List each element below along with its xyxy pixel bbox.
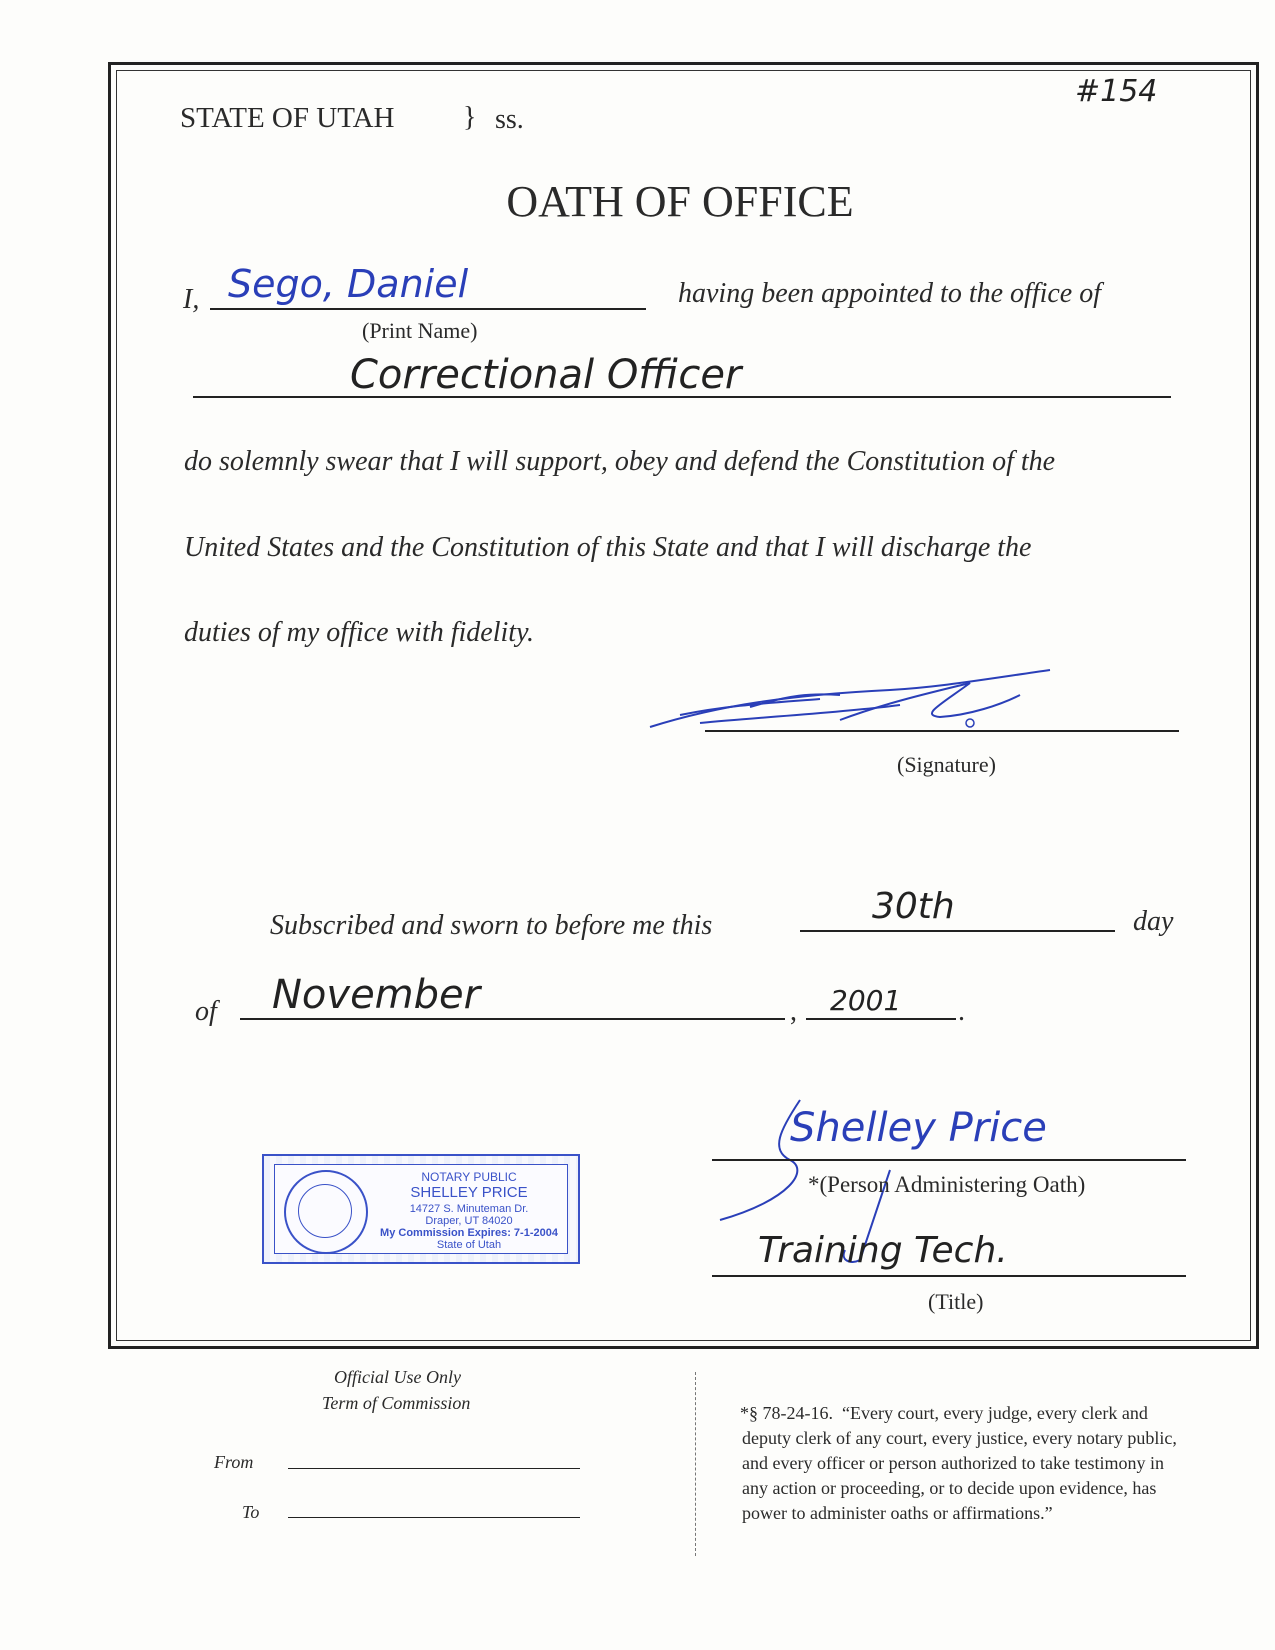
year-handwritten: 2001 <box>830 984 902 1017</box>
administering-line <box>712 1159 1186 1161</box>
from-label: From <box>214 1452 254 1472</box>
from-line <box>288 1468 580 1469</box>
to-label: To <box>242 1502 260 1522</box>
month-handwritten: November <box>272 972 481 1018</box>
office-handwritten: Correctional Officer <box>350 352 742 398</box>
year-period: . <box>958 996 965 1027</box>
notary-seal-stamp <box>262 1154 580 1264</box>
month-line <box>240 1018 785 1020</box>
seal-line-1: NOTARY PUBLIC <box>421 1170 517 1184</box>
day-label: day <box>1133 906 1174 937</box>
seal-line-4: Draper, UT 84020 <box>425 1215 513 1227</box>
statute-line-3: and every officer or person authorized to take testimony in <box>742 1453 1165 1473</box>
of-label: of <box>195 996 217 1027</box>
brace: } <box>463 102 477 133</box>
administering-signature: Shelley Price <box>790 1105 1047 1151</box>
seal-line-5: My Commission Expires: 7-1-2004 <box>380 1227 558 1239</box>
seal-line-2: SHELLEY PRICE <box>410 1184 528 1201</box>
state-seal-inner-ring <box>298 1184 352 1238</box>
subscribed-text: Subscribed and sworn to before me this <box>270 910 713 941</box>
year-line <box>806 1018 956 1020</box>
appointed-text: having been appointed to the office of <box>678 278 1102 309</box>
term-label: Term of Commission <box>322 1393 471 1413</box>
statute-line-4: any action or proceeding, or to decide upon evidence, has <box>742 1478 1157 1498</box>
oath-body-line-2: United States and the Constitution of this State and that I will discharge the <box>184 532 1032 563</box>
seal-line-6: State of Utah <box>436 1239 502 1251</box>
page-title: OATH OF OFFICE <box>506 177 854 226</box>
oath-body-line-1: do solemnly swear that I will support, obey and defend the Constitution of the <box>184 446 1056 477</box>
title-line <box>712 1275 1186 1277</box>
oath-body-line-3: duties of my office with fidelity. <box>184 617 534 648</box>
print-name-label: (Print Name) <box>362 318 478 343</box>
signature-label: (Signature) <box>897 752 996 777</box>
official-use-label: Official Use Only <box>334 1367 461 1387</box>
oath-signature <box>640 665 1060 745</box>
administering-label: *(Person Administering Oath) <box>808 1172 1086 1197</box>
to-line <box>288 1517 580 1518</box>
state-label: STATE OF UTAH <box>180 102 395 134</box>
seal-line-3: 14727 S. Minuteman Dr. <box>409 1203 529 1215</box>
ss-label: ss. <box>495 104 524 135</box>
month-comma: , <box>790 996 797 1027</box>
footer-divider <box>695 1372 696 1556</box>
oath-prefix: I, <box>183 284 200 315</box>
title-label: (Title) <box>928 1289 984 1314</box>
day-line <box>800 930 1115 932</box>
document-number: #154 <box>1075 74 1158 109</box>
title-handwritten: Training Tech. <box>758 1230 1008 1271</box>
name-line <box>210 308 646 310</box>
day-handwritten: 30th <box>872 886 955 927</box>
statute-line-2: deputy clerk of any court, every justice, every notary public, <box>742 1428 1177 1448</box>
signature-line <box>705 730 1179 732</box>
statute-line-1: *§ 78-24-16. “Every court, every judge, every clerk and <box>740 1403 1148 1423</box>
name-handwritten: Sego, Daniel <box>228 262 469 306</box>
statute-line-5: power to administer oaths or affirmations.” <box>742 1503 1053 1523</box>
